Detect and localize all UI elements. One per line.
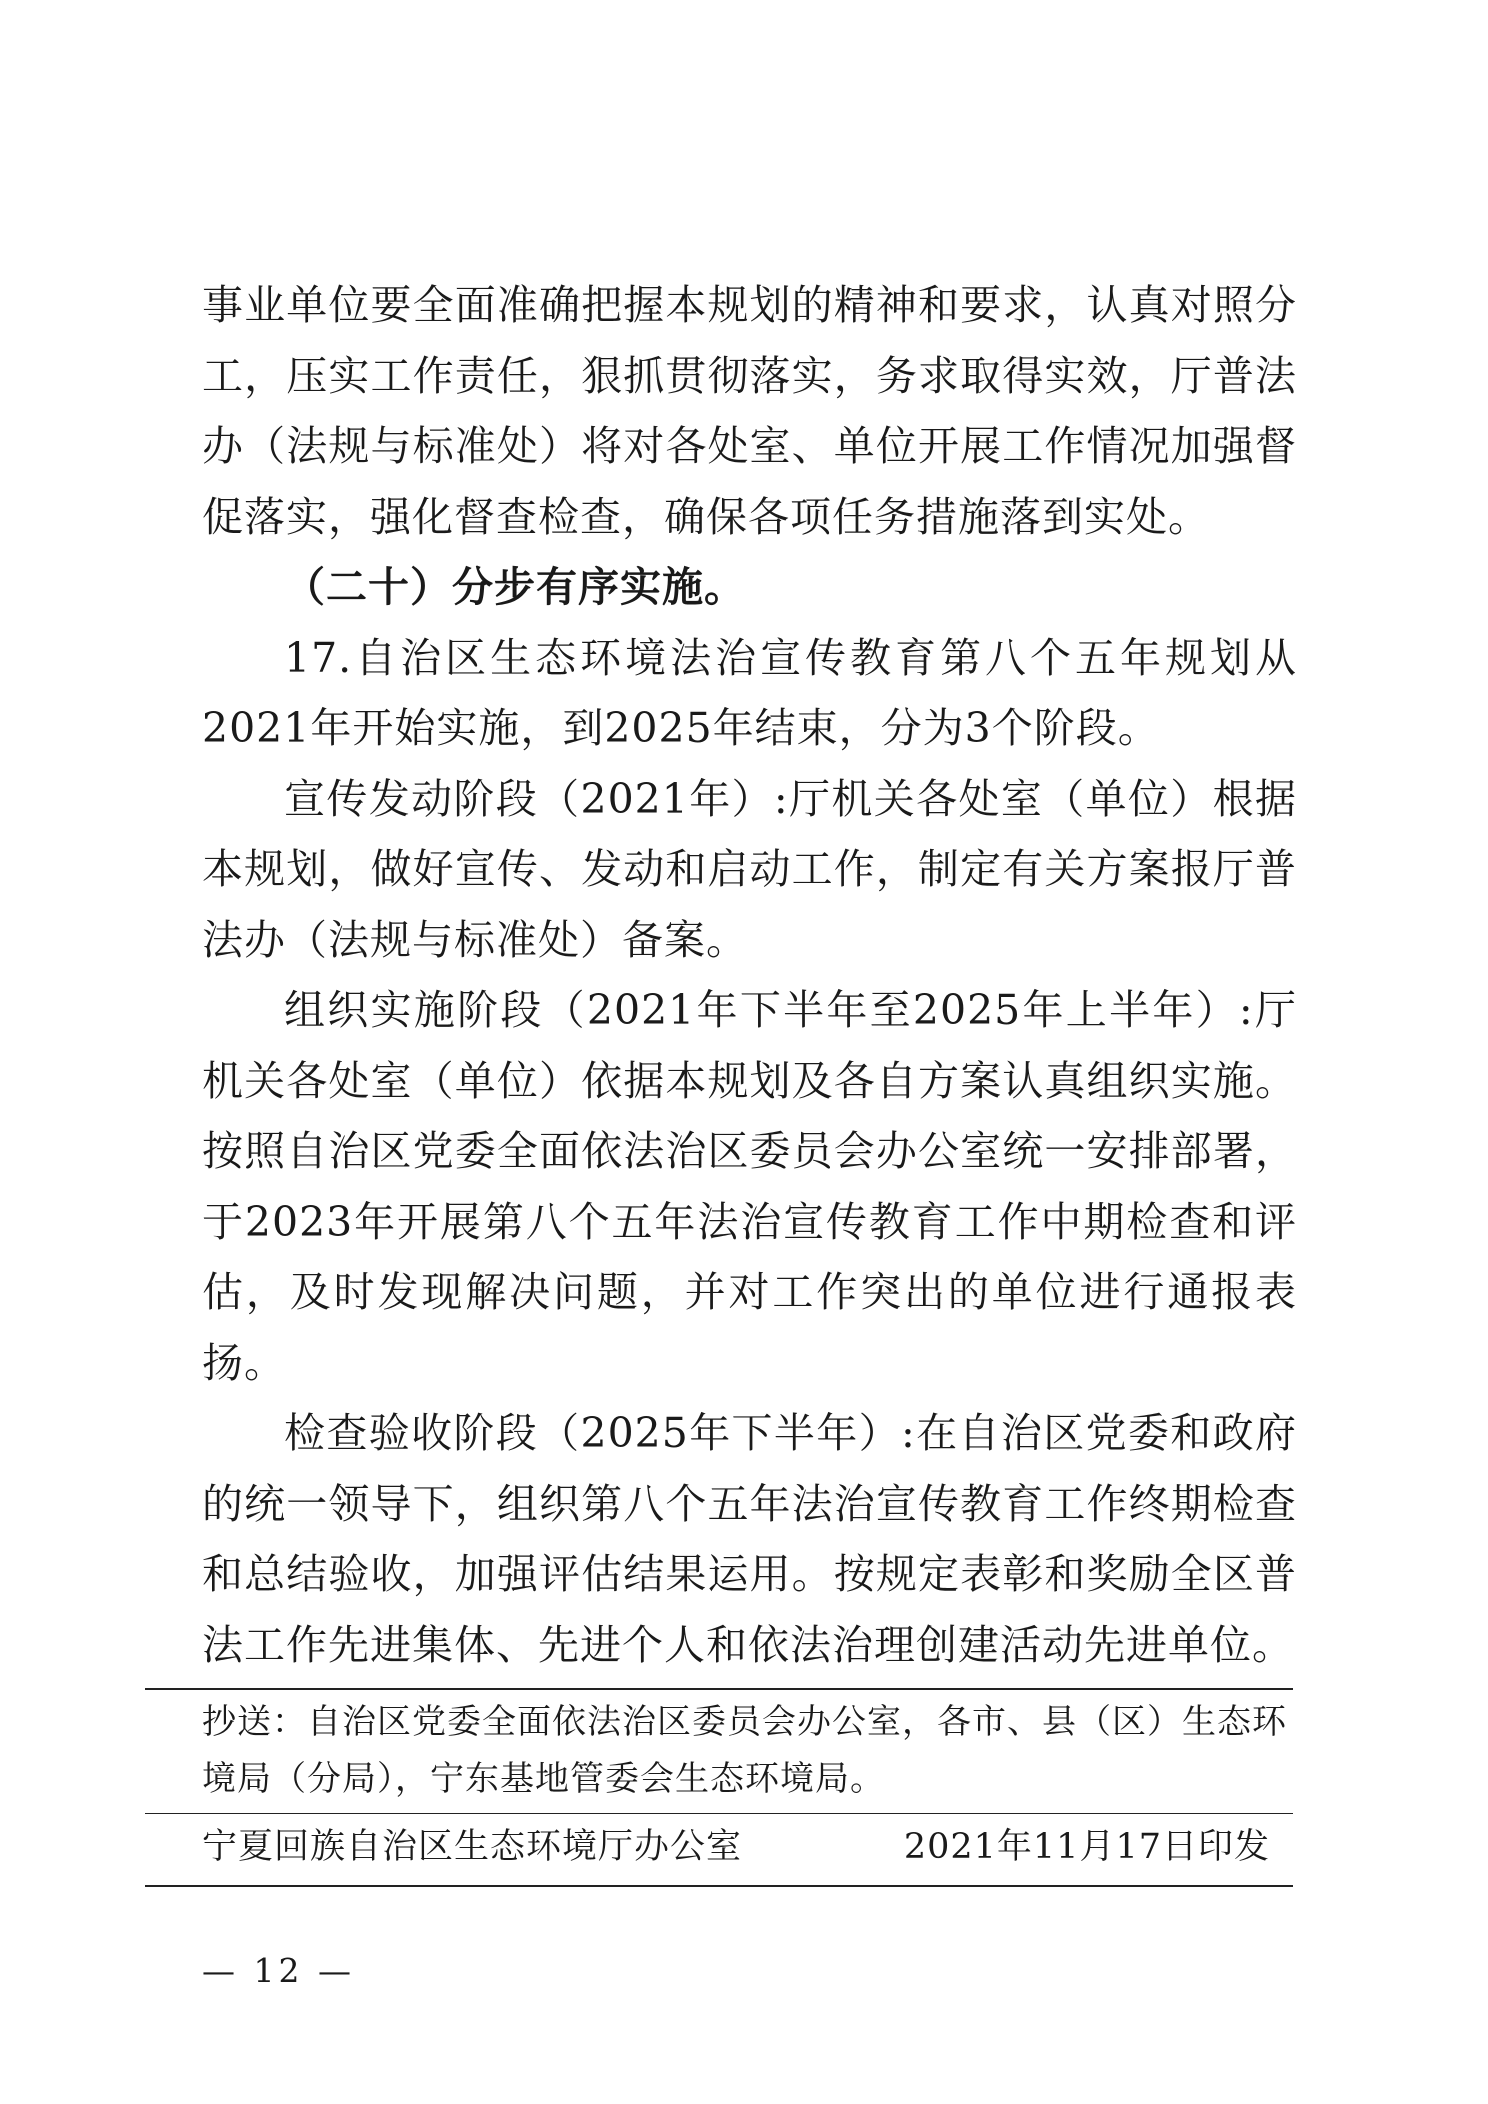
document-body [202, 270, 1297, 1680]
issue-date: 2021年11月17日印发 [903, 1827, 1270, 1867]
paragraph-stage-publicity: 宣传发动阶段（2021年）:厅机关各处室（单位）根据本规划，做好宣传、发动和启动工作，制定有关方案报厅普法办（法规与标准处）备案。 [202, 774, 1297, 964]
cc-distribution-text: 抄送：自治区党委全面依法治区委员会办公室，各市、县（区）生态环境局（分局），宁东基地管委会生态环境局。 [202, 1702, 1287, 1799]
paragraph-item-17: 17.自治区生态环境法治宣传教育第八个五年规划从2021年开始实施，到2025年结束，分为3个阶段。 [202, 633, 1297, 752]
cc-top-rule [145, 1688, 1293, 1690]
paragraph-stage-implementation: 组织实施阶段（2021年下半年至2025年上半年）:厅机关各处室（单位）依据本规划及各自方案认真组织实施。按照自治区党委全面依法治区委员会办公室统一安排部署，于2023年开展第八个五年法治宣传教育工作中期检查和评估，及时发现解决问题，并对工作突出的单位进行通报表扬。 [202, 986, 1297, 1387]
paragraph-stage-inspection: 检查验收阶段（2025年下半年）:在自治区党委和政府的统一领导下，组织第八个五年法治宣传教育工作终期检查和总结验收，加强评估结果运用。按规定表彰和奖励全区普法工作先进集体、先进个人和依法治理创建活动先进单位。 [202, 1409, 1297, 1669]
paragraph-continuation: 事业单位要全面准确把握本规划的精神和要求，认真对照分工，压实工作责任，狠抓贯彻落实，务求取得实效，厅普法办（法规与标准处）将对各处室、单位开展工作情况加强督促落实，强化督查检查，确保各项任务措施落到实处。 [202, 281, 1297, 541]
footer-bottom-rule [145, 1885, 1293, 1887]
issuing-office: 宁夏回族自治区生态环境厅办公室 [202, 1827, 743, 1867]
cc-bottom-rule [145, 1813, 1293, 1814]
page-number: — 12 — [202, 1951, 355, 1990]
section-heading: （二十）分步有序实施。 [284, 563, 746, 611]
